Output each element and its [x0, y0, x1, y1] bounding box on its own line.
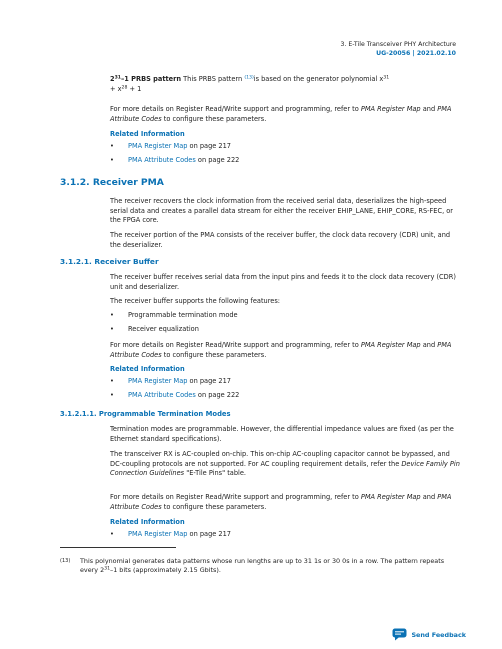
- related-information-heading-1: Related Information: [110, 130, 185, 138]
- register-details-paragraph-1: For more details on Register Read/Write support and programming, refer to PMA Register Map and PMA Attribute Codes to configure these parameters.: [110, 105, 452, 123]
- bullet-icon: •: [110, 377, 114, 385]
- send-feedback-button[interactable]: [392, 628, 466, 641]
- footnote-divider: [60, 547, 176, 548]
- section-heading-programmable-termination: 3.1.2.1.1. Programmable Termination Modes: [60, 410, 231, 418]
- receiver-buffer-paragraph-2: The receiver buffer supports the following features:: [110, 297, 280, 305]
- receiver-buffer-paragraph-1: The receiver buffer receives serial data from the input pins and feeds it to the clock data recovery (CDR) unit and deserializer.: [110, 273, 456, 291]
- pma-register-map-link[interactable]: PMA Register Map: [128, 530, 188, 538]
- prbs-pattern-title: $2^{31}-1$ PRBS pattern: [110, 75, 182, 83]
- document-id: UG-20056 | 2021.02.10: [376, 50, 456, 57]
- register-details-paragraph-3: For more details on Register Read/Write support and programming, refer to PMA Register Map and PMA Attribute Codes to configure these parameters.: [110, 493, 452, 511]
- bullet-icon: •: [110, 530, 114, 538]
- receiver-pma-paragraph-1: The receiver recovers the clock information from the received serial data, deserializes the high-speed serial data and creates a parallel data stream for either the receiver EHIP_LANE, EHIP_CORE, RS-FEC, or the FPGA core.: [110, 197, 454, 225]
- chapter-title: 3. E-Tile Transceiver PHY Architecture: [340, 41, 456, 48]
- section-heading-receiver-pma: 3.1.2. Receiver PMA: [60, 177, 164, 188]
- send-feedback-label: Send Feedback: [411, 630, 466, 639]
- related-information-heading-3: Related Information: [110, 518, 185, 526]
- footnote-number: (13): [60, 558, 71, 564]
- register-details-paragraph-2: For more details on Register Read/Write support and programming, refer to PMA Register Map and PMA Attribute Codes to configure these parameters.: [110, 341, 452, 359]
- bullet-icon: •: [110, 325, 114, 333]
- pma-register-map-link[interactable]: PMA Register Map: [128, 377, 188, 385]
- related-information-heading-2: Related Information: [110, 365, 185, 373]
- receiver-pma-paragraph-2: The receiver portion of the PMA consists of the receiver buffer, the clock data recovery (CDR) unit, and the deserializer.: [110, 231, 451, 249]
- footnote-13-ref[interactable]: (13): [244, 75, 254, 81]
- pma-register-map-link[interactable]: PMA Register Map: [128, 142, 188, 150]
- section-heading-receiver-buffer: 3.1.2.1. Receiver Buffer: [60, 257, 159, 266]
- footnote-text: This polynomial generates data patterns whose run lengths are up to 31 1s or 30 0s in a row. The pattern repeats every $2^{31}-1$ bits (approximately 2.15 Gbits).: [80, 557, 445, 574]
- bullet-icon: •: [110, 156, 114, 164]
- prbs-pattern-paragraph: $2^{31}-1$ PRBS pattern This PRBS pattern $^{(13)}$is based on the generator polynomial $x^{31}$ + $x^{28} + 1$: [110, 75, 390, 93]
- termination-paragraph-1: Termination modes are programmable. However, the differential impedance values are fixed (as per the Ethernet standard specifications).: [110, 425, 454, 443]
- chat-bubble-icon: [392, 628, 407, 641]
- pma-attribute-codes-link[interactable]: PMA Attribute Codes: [128, 156, 196, 164]
- bullet-icon: •: [110, 311, 114, 319]
- bullet-icon: •: [110, 142, 114, 150]
- bullet-icon: •: [110, 391, 114, 399]
- pma-attribute-codes-link[interactable]: PMA Attribute Codes: [128, 391, 196, 399]
- termination-paragraph-2: The transceiver RX is AC-coupled on-chip. This on-chip AC-coupling capacitor cannot be bypassed, and DC-coupling protocols are not supported. For AC coupling requirement details, refer the Device Family Pin Connection Guidelines "E-Tile Pins" table.: [110, 450, 460, 478]
